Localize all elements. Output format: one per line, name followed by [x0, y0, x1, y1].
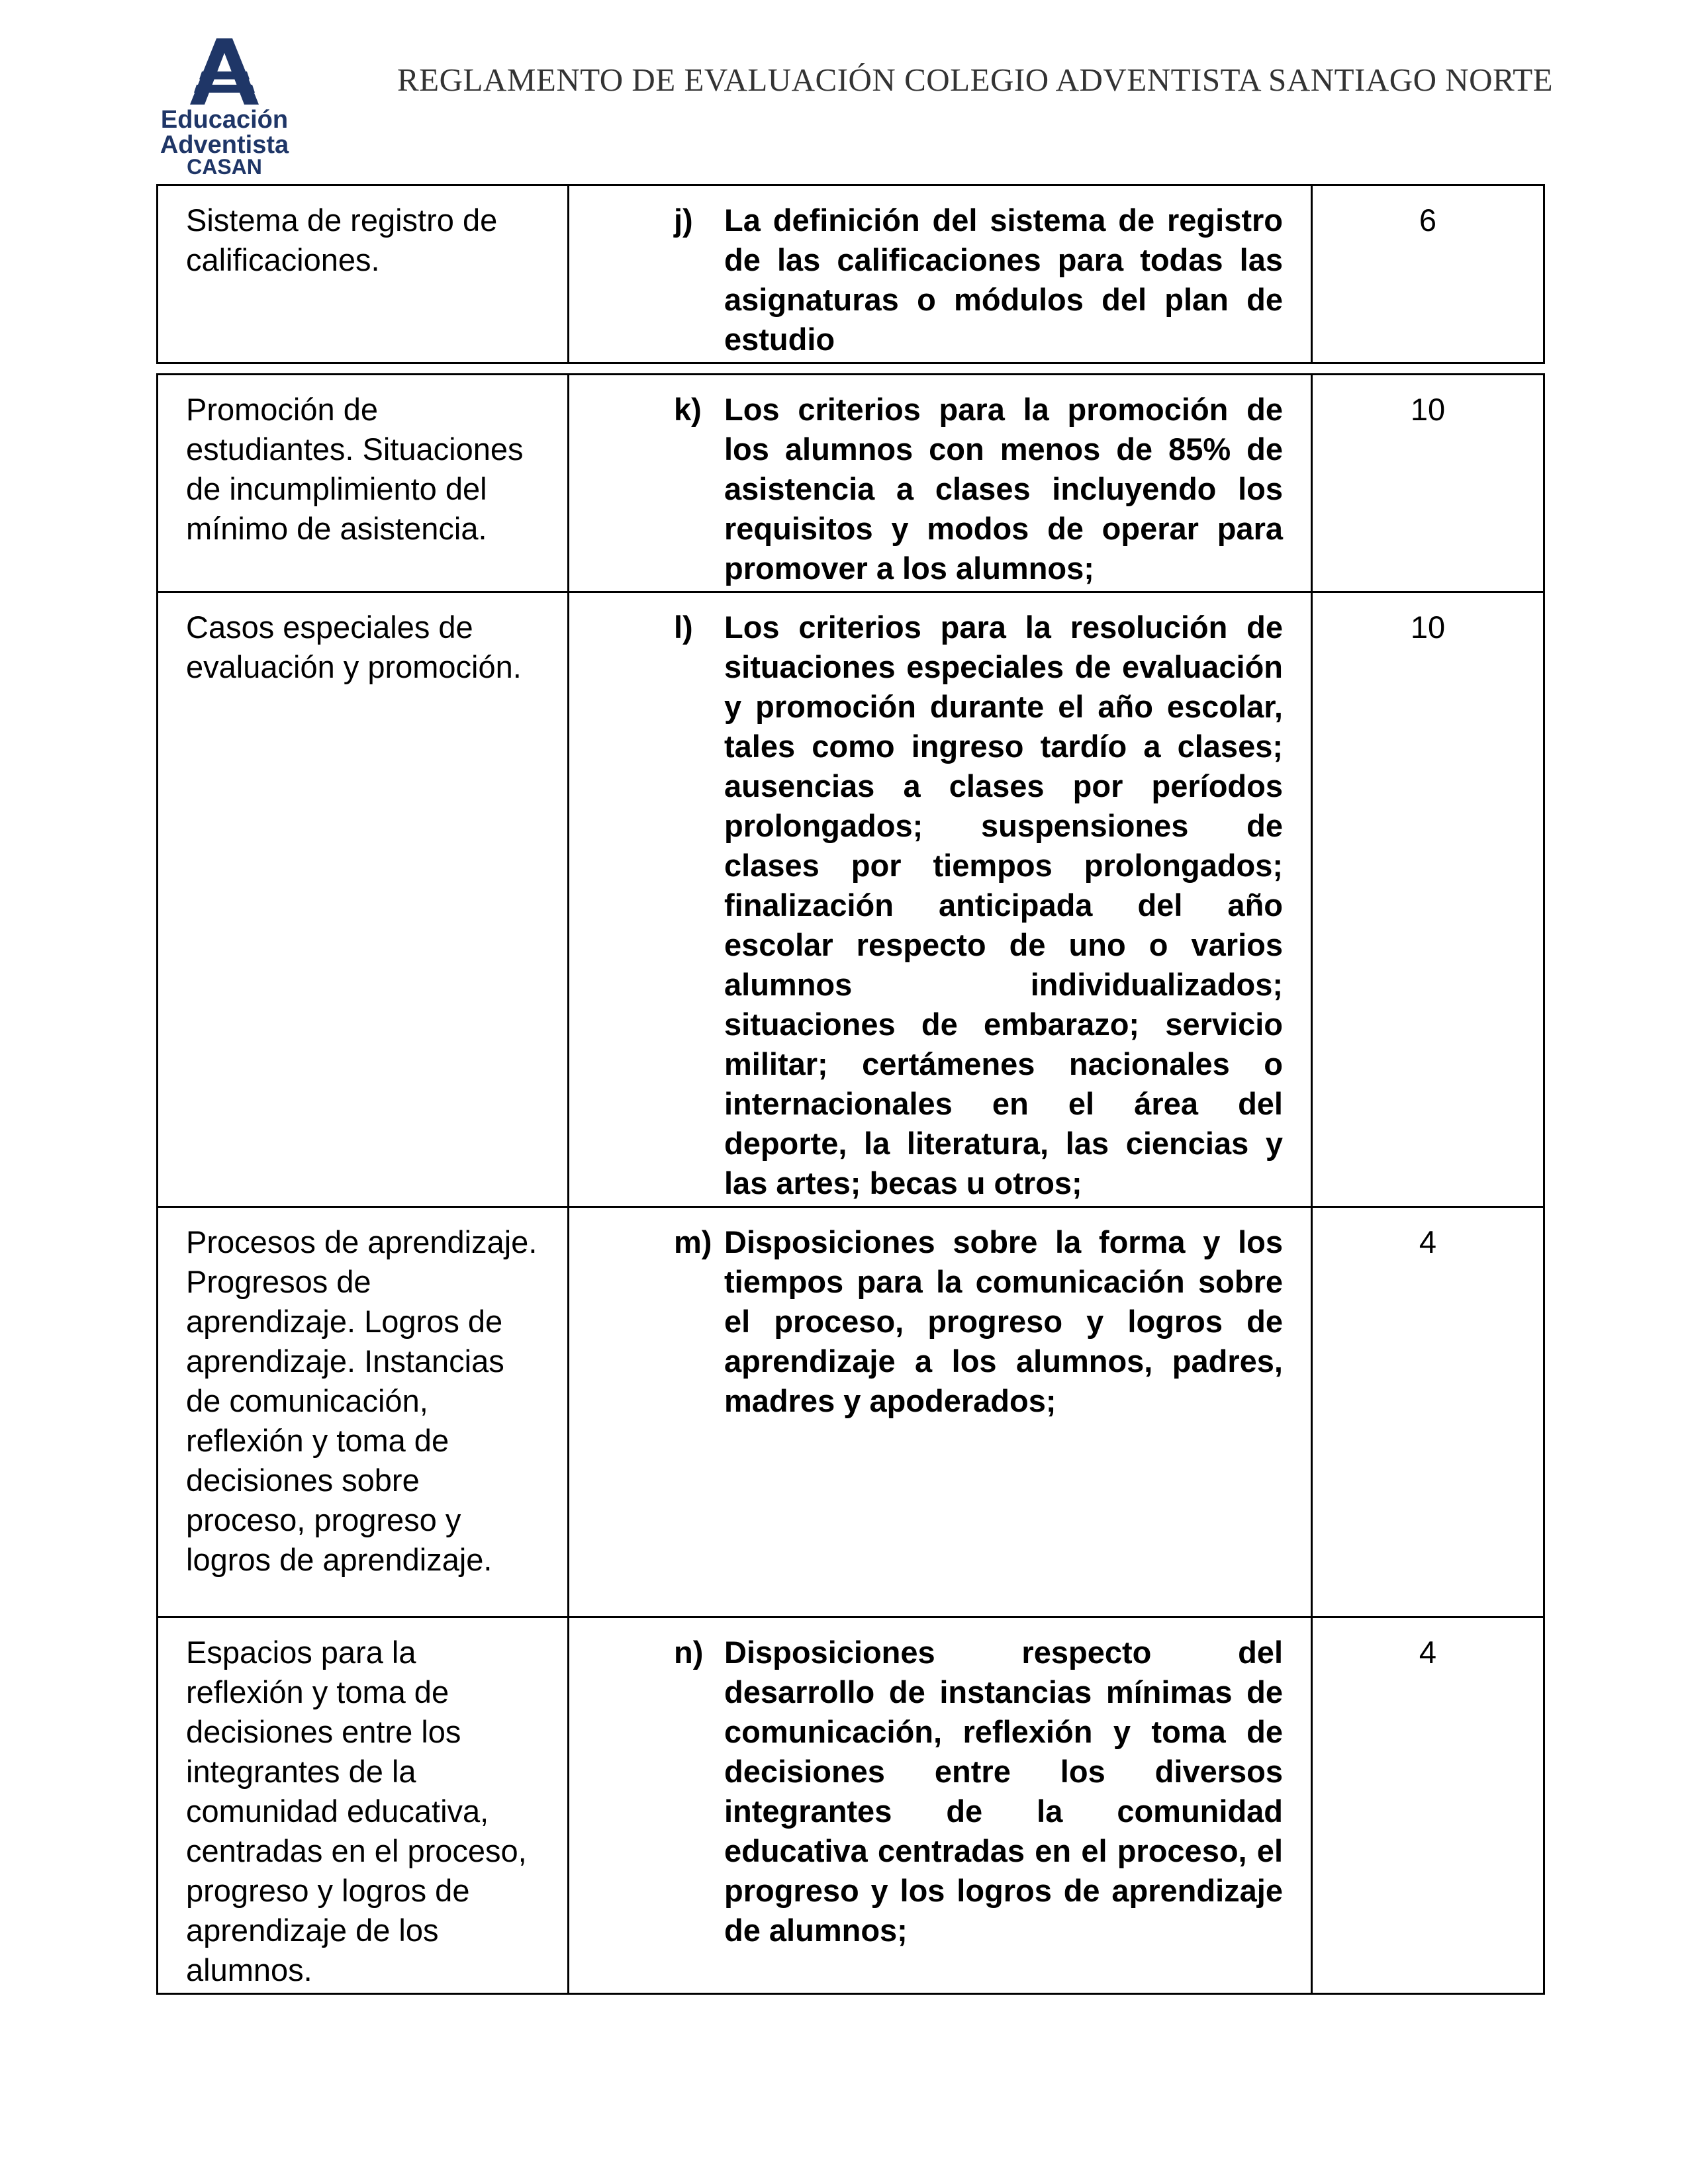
description-cell: [569, 375, 1312, 592]
logo-text-line2: Adventista: [160, 131, 289, 159]
item-text: Disposiciones sobre la forma y los tiempos para la comunicación sobre el proceso, progreso y logros de aprendizaje a los alumnos, padres, madres y apoderados;: [724, 1224, 1283, 1418]
description-cell: [569, 592, 1312, 1207]
table-row: [158, 375, 1544, 592]
item-text: Los criterios para la promoción de los alumnos con menos de 85% de asistencia a clases incluyendo los requisitos y modos de operar para promover a los alumnos;: [724, 392, 1283, 586]
logo-mark-icon: [190, 38, 259, 105]
page-number-cell: 4: [1312, 1617, 1544, 1994]
description-cell: [569, 1617, 1312, 1994]
page-number-cell: 4: [1312, 1207, 1544, 1617]
table-row: [158, 1207, 1544, 1617]
topic-cell: Promoción de estudiantes. Situaciones de incumplimiento del mínimo de asistencia.: [158, 375, 569, 592]
page-number-cell: 10: [1312, 375, 1544, 592]
table-row: [158, 1617, 1544, 1994]
page-number-cell: 6: [1312, 185, 1544, 363]
topic-cell: Casos especiales de evaluación y promoción.: [158, 592, 569, 1207]
item-letter: n): [674, 1635, 704, 1670]
item-text: Disposiciones respecto del desarrollo de instancias mínimas de comunicación, reflexión y toma de decisiones entre los diversos integrantes de la comunidad educativa centradas en el proceso, el progreso y los logros de aprendizaje de alumnos;: [724, 1635, 1283, 1948]
document-title: REGLAMENTO DE EVALUACIÓN COLEGIO ADVENTISTA SANTIAGO NORTE: [397, 62, 1554, 98]
topic-cell: Sistema de registro de calificaciones.: [158, 185, 569, 363]
logo-text-line3: CASAN: [187, 155, 262, 179]
item-letter: l): [674, 610, 693, 645]
table-row: [158, 592, 1544, 1207]
item-letter: m): [674, 1224, 712, 1259]
topic-cell: Procesos de aprendizaje. Progresos de aprendizaje. Logros de aprendizaje. Instancias de comunicación, reflexión y toma de decisiones sobre proceso, progreso y logros de aprendizaje.: [158, 1207, 569, 1617]
description-cell: [569, 1207, 1312, 1617]
item-text: La definición del sistema de registro de las calificaciones para todas las asignaturas o módulos del plan de estudio: [724, 203, 1283, 357]
description-cell: [569, 185, 1312, 363]
logo-text-line1: Educación: [160, 106, 289, 134]
item-letter: j): [674, 203, 693, 238]
page-number-cell: 10: [1312, 592, 1544, 1207]
row-separator: [158, 363, 1544, 375]
criteria-table: [156, 184, 1545, 1995]
table-row: [158, 185, 1544, 363]
item-letter: k): [674, 392, 702, 427]
item-text: Los criterios para la resolución de situaciones especiales de evaluación y promoción durante el año escolar, tales como ingreso tardío a clases; ausencias a clases por períodos prolongados; suspensiones de clases por tiempos prolongados; finalización anticipada del año escolar respecto de uno o varios alumnos individualizados; situaciones de embarazo; servicio militar; certámenes nacionales o internacionales en el área del deporte, la literatura, las ciencias y las artes; becas u otros;: [724, 610, 1283, 1201]
logo: [142, 38, 307, 177]
topic-cell: Espacios para la reflexión y toma de decisiones entre los integrantes de la comunidad educativa, centradas en el proceso, progreso y logros de aprendizaje de los alumnos.: [158, 1617, 569, 1994]
